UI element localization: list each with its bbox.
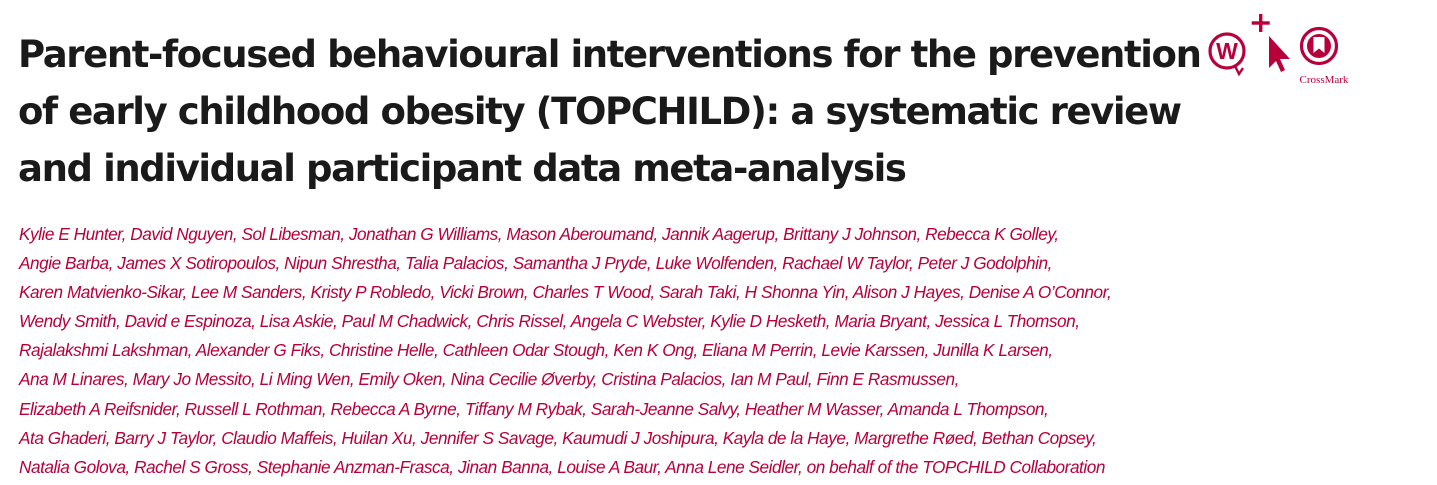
author-line: Ana M Linares, Mary Jo Messito, Li Ming Wen, Emily Oken, Nina Cecilie Øverby, Cristina Palacios, Ian M Paul, Finn E Rasmussen, bbox=[19, 369, 959, 390]
author-line: Natalia Golova, Rachel S Gross, Stephanie Anzman-Frasca, Jinan Banna, Louise A Baur, Anna Lene Seidler, on behalf of the TOPCHILD Collaboration bbox=[19, 456, 1105, 477]
w-click-icon[interactable] bbox=[1205, 14, 1297, 84]
title-line: and individual participant data meta-analysis bbox=[18, 147, 906, 190]
title-line: Parent-focused behavioural interventions for the prevention bbox=[18, 33, 1201, 76]
author-list bbox=[19, 220, 1219, 482]
author-line: Karen Matvienko-Sikar, Lee M Sanders, Kristy P Robledo, Vicki Brown, Charles T Wood, Sarah Taki, H Shonna Yin, Alison J Hayes, Denise A O’Connor, bbox=[19, 282, 1112, 303]
author-line: Kylie E Hunter, David Nguyen, Sol Libesman, Jonathan G Williams, Mason Aberoumand, Jannik Aagerup, Brittany J Johnson, Rebecca K Golley, bbox=[19, 224, 1059, 244]
author-line: Rajalakshmi Lakshman, Alexander G Fiks, Christine Helle, Cathleen Odar Stough, Ken K Ong, Eliana M Perrin, Levie Karssen, Junilla K Larsen, bbox=[19, 340, 1053, 361]
article-title bbox=[18, 26, 1201, 197]
author-line: Wendy Smith, David e Espinoza, Lisa Askie, Paul M Chadwick, Chris Rissel, Angela C Webster, Kylie D Hesketh, Maria Bryant, Jessica L Thomson, bbox=[19, 311, 1080, 332]
svg-text:W: W bbox=[1216, 38, 1238, 64]
crossmark-label[interactable]: CrossMark bbox=[1299, 74, 1349, 86]
crossmark-icon[interactable] bbox=[1299, 26, 1339, 66]
article-tools bbox=[1205, 14, 1365, 94]
author-line: Elizabeth A Reifsnider, Russell L Rothman, Rebecca A Byrne, Tiffany M Rybak, Sarah-Jeanne Salvy, Heather M Wasser, Amanda L Thompson, bbox=[19, 398, 1049, 419]
author-line: Ata Ghaderi, Barry J Taylor, Claudio Maffeis, Huilan Xu, Jennifer S Savage, Kaumudi J Joshipura, Kayla de la Haye, Margrethe Røed, Bethan Copsey, bbox=[19, 427, 1097, 448]
title-line: of early childhood obesity (TOPCHILD): a systematic review bbox=[18, 90, 1181, 133]
author-line: Angie Barba, James X Sotiropoulos, Nipun Shrestha, Talia Palacios, Samantha J Pryde, Luke Wolfenden, Rachael W Taylor, Peter J Godolphin, bbox=[19, 253, 1052, 274]
